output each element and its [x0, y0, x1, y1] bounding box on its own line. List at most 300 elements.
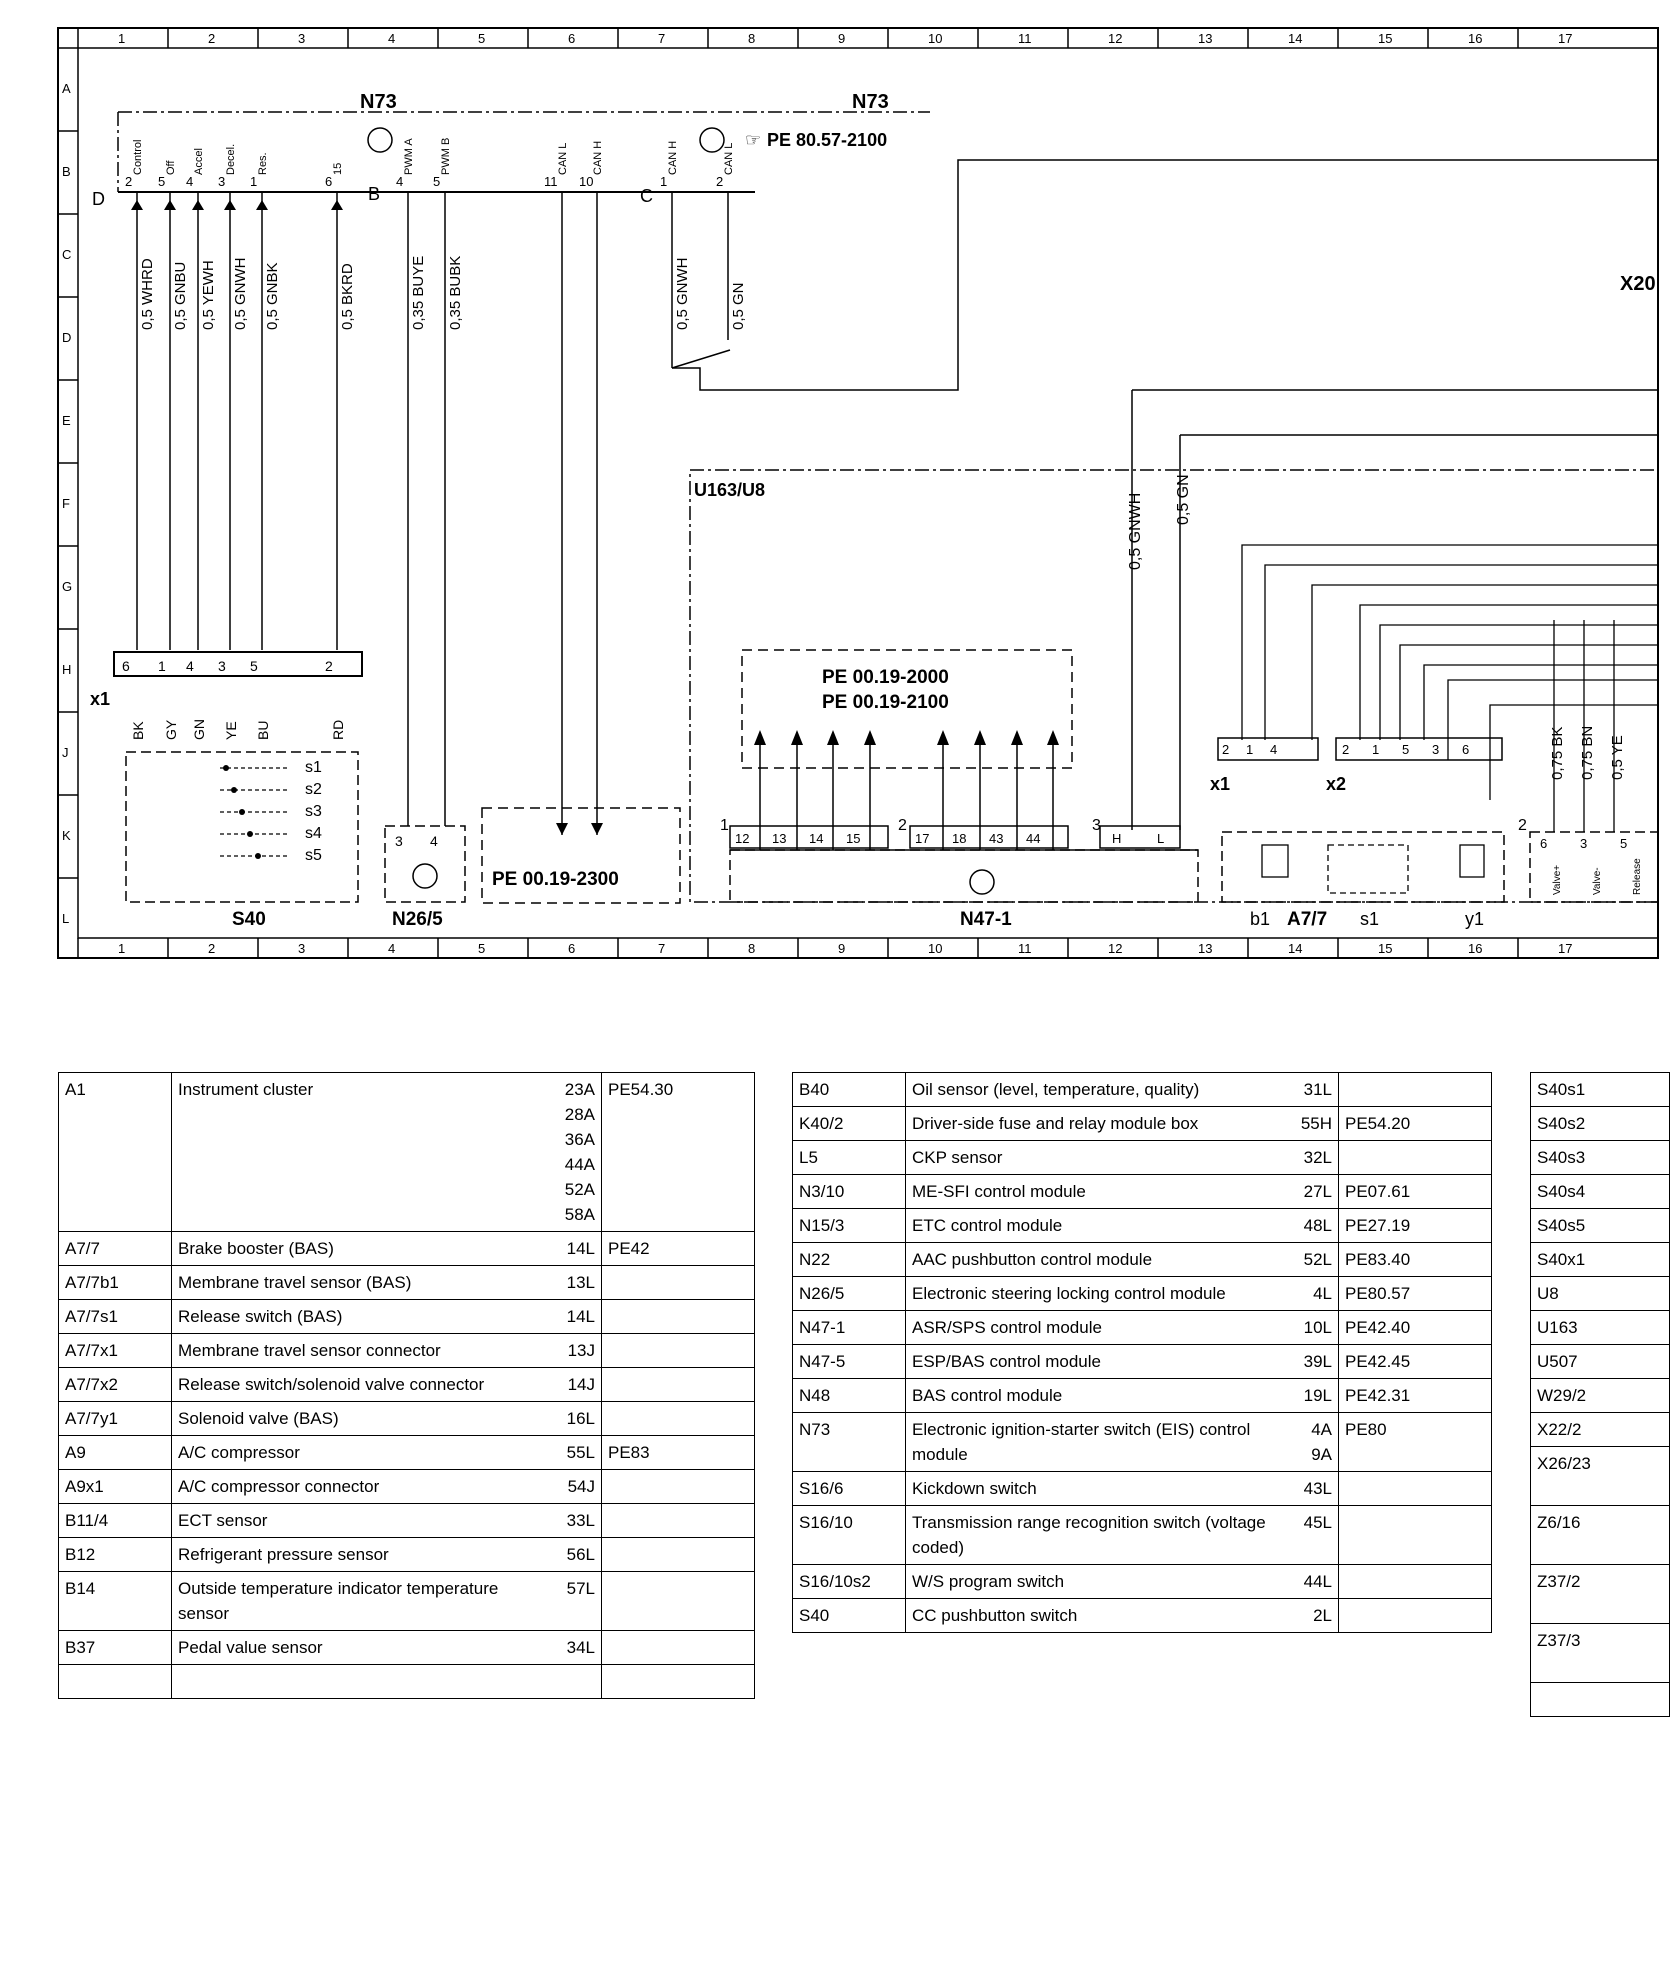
wire-label-right: 0,5 YE	[1609, 735, 1626, 780]
x1-pin-4: 4	[186, 658, 194, 674]
cell-ref: Z37/3	[1531, 1624, 1670, 1683]
a77-part-b1: b1	[1250, 909, 1271, 929]
transistor-icon	[368, 128, 392, 152]
grid-row-G: G	[62, 579, 73, 594]
table-row	[1531, 1175, 1670, 1209]
cell-ref: A7/7x1	[59, 1334, 172, 1368]
cell-ref: A9	[59, 1436, 172, 1470]
s40-switch-s5: s5	[305, 847, 322, 864]
table-row	[1531, 1683, 1670, 1717]
cell-desc: Pedal value sensor	[172, 1631, 538, 1665]
pin-d-name: Decel.	[225, 143, 237, 175]
cell-loc: 14J	[537, 1368, 602, 1402]
x1-color-YE: YE	[223, 721, 239, 740]
grid-row-J: J	[62, 745, 69, 760]
release-switch-icon	[1328, 845, 1408, 893]
grid-row-L: L	[62, 911, 70, 926]
cell-pe: PE42.45	[1339, 1345, 1492, 1379]
cell-ref: U163	[1531, 1311, 1670, 1345]
box-ref-1: PE 00.19-2000	[822, 667, 949, 688]
a77-x1-pin-4: 4	[1270, 742, 1278, 757]
cell-ref: N73	[793, 1413, 906, 1472]
cell-loc: 14L	[537, 1300, 602, 1334]
a77-part-y1: y1	[1465, 909, 1485, 929]
n26-label: N26/5	[392, 909, 443, 930]
s40-switch-s1: s1	[305, 759, 322, 776]
cell-ref: N47-5	[793, 1345, 906, 1379]
grid-row-E: E	[62, 413, 71, 428]
cell-desc: ETC control module	[906, 1209, 1275, 1243]
right-pin-name: Valve+	[1552, 864, 1563, 895]
cell-pe: PE42.31	[1339, 1379, 1492, 1413]
n73-right-title: N73	[852, 91, 889, 113]
u163-label: U163/U8	[694, 480, 766, 500]
right-pin-name: Release	[1632, 858, 1643, 895]
wire-label-top: 0,35 BUYE	[410, 255, 427, 330]
membrane-sensor-icon	[1262, 845, 1288, 877]
cell-pe	[602, 1402, 755, 1436]
n73-left-title: N73	[360, 91, 397, 113]
cell-ref	[59, 1665, 172, 1699]
x1-pin-3: 3	[218, 658, 226, 674]
pin-d-3: 3	[218, 174, 226, 189]
cell-loc: 44L	[1274, 1565, 1339, 1599]
table-row	[59, 1266, 755, 1300]
cell-ref: S16/10	[793, 1506, 906, 1565]
right-pin-name: Valve-	[1592, 867, 1603, 895]
grid-column-5: 5	[478, 941, 486, 956]
table-row	[59, 1073, 755, 1232]
n73-pe-reference: PE 80.57-2100	[767, 130, 888, 150]
right-pin-5: 5	[1620, 836, 1628, 851]
n47-pin-L: L	[1157, 831, 1165, 846]
wire-mid-2: 0,5 GN	[1175, 474, 1192, 525]
pin-d-name: 15	[332, 162, 344, 175]
cell-desc: Brake booster (BAS)	[172, 1232, 538, 1266]
grid-column-12: 12	[1108, 941, 1123, 956]
a77-x2-pin-5: 5	[1402, 742, 1410, 757]
table-row	[793, 1599, 1492, 1633]
wire-label-top: 0,5 GNWH	[232, 257, 249, 330]
cell-desc: Transmission range recognition switch (voltage coded)	[906, 1506, 1275, 1565]
grid-column-16: 16	[1468, 31, 1483, 46]
cell-loc: 10L	[1274, 1311, 1339, 1345]
pin-d-6: 6	[325, 174, 333, 189]
pin-c-1: 1	[660, 174, 668, 189]
table-row	[59, 1300, 755, 1334]
x1-color-BK: BK	[130, 721, 146, 740]
grid-column-11: 11	[1018, 31, 1032, 46]
cell-loc	[537, 1665, 602, 1699]
cell-loc: 4L	[1274, 1277, 1339, 1311]
grid-row-F: F	[62, 496, 70, 511]
wire-label-right: 0,75 BN	[1579, 725, 1596, 780]
grid-column-17: 17	[1558, 31, 1573, 46]
cell-pe: PE42	[602, 1232, 755, 1266]
cell-loc: 39L	[1274, 1345, 1339, 1379]
cell-ref: N22	[793, 1243, 906, 1277]
cell-ref: K40/2	[793, 1107, 906, 1141]
a77-x1-pin-1: 1	[1246, 742, 1254, 757]
grid-row-B: B	[62, 164, 71, 179]
cell-desc: Solenoid valve (BAS)	[172, 1402, 538, 1436]
wire-label-top: 0,5 GNBK	[264, 262, 281, 330]
cell-loc: 16L	[537, 1402, 602, 1436]
a77-pins	[1222, 742, 1469, 757]
cell-loc: 55L	[537, 1436, 602, 1470]
cell-desc	[172, 1665, 538, 1699]
right-pin-6: 6	[1540, 836, 1548, 851]
cell-ref: Z6/16	[1531, 1506, 1670, 1565]
grid-column-8: 8	[748, 31, 756, 46]
a77-x2-pin-3: 3	[1432, 742, 1440, 757]
grid-column-6: 6	[568, 941, 576, 956]
cell-desc: Instrument cluster	[172, 1073, 538, 1232]
cell-desc: Outside temperature indicator temperature sensor	[172, 1572, 538, 1631]
a77-label: A7/7	[1287, 909, 1328, 930]
cell-loc: 34L	[537, 1631, 602, 1665]
x1-color-GN: GN	[191, 719, 207, 740]
cell-desc: ECT sensor	[172, 1504, 538, 1538]
cell-ref: S40s3	[1531, 1141, 1670, 1175]
table-row	[1531, 1413, 1670, 1447]
right-connector-label: 2	[1518, 817, 1527, 834]
grid-column-13: 13	[1198, 31, 1213, 46]
cell-ref: B12	[59, 1538, 172, 1572]
grid-column-1: 1	[118, 941, 126, 956]
grid-column-10: 10	[928, 941, 943, 956]
cell-desc: ASR/SPS control module	[906, 1311, 1275, 1345]
pin-c-2: 2	[716, 174, 724, 189]
n47-pin-17: 17	[915, 831, 930, 846]
table-row	[793, 1379, 1492, 1413]
cell-desc: Electronic ignition-starter switch (EIS) control module	[906, 1413, 1275, 1472]
cell-desc: Kickdown switch	[906, 1472, 1275, 1506]
cell-ref: A7/7y1	[59, 1402, 172, 1436]
pin-d-name: Accel	[193, 148, 205, 175]
s40-switch-s3: s3	[305, 803, 322, 820]
wire-label-top: 0,35 BUBK	[447, 255, 464, 330]
wire-label-top: 0,5 WHRD	[139, 258, 156, 330]
x1-color-RD: RD	[330, 719, 346, 740]
pin-d-2: 2	[125, 174, 133, 189]
cell-pe	[602, 1665, 755, 1699]
pin-can-name: CAN L	[557, 142, 569, 175]
grid-column-3: 3	[298, 941, 306, 956]
a77-x2-label: x2	[1326, 774, 1347, 794]
grid-row-K: K	[62, 828, 71, 843]
wire-label-top: 0,5 BKRD	[339, 263, 356, 330]
cell-loc: 52L	[1274, 1243, 1339, 1277]
pin-c-name: CAN H	[667, 140, 679, 175]
x20-label: X20	[1620, 273, 1656, 295]
s40-label: S40	[232, 909, 266, 930]
table-row	[59, 1504, 755, 1538]
table-row	[59, 1334, 755, 1368]
cell-ref: X22/2	[1531, 1413, 1670, 1447]
table-row	[59, 1470, 755, 1504]
can-pe-reference: PE 00.19-2300	[492, 869, 619, 890]
x1-label: x1	[90, 689, 111, 709]
cell-pe	[602, 1538, 755, 1572]
solenoid-valve-icon	[1460, 845, 1484, 877]
cell-ref: N26/5	[793, 1277, 906, 1311]
table-row	[59, 1368, 755, 1402]
grid-column-3: 3	[298, 31, 306, 46]
cell-loc: 13J	[537, 1334, 602, 1368]
table-row	[1531, 1141, 1670, 1175]
table-row	[1531, 1073, 1670, 1107]
wire-mid-1: 0,5 GNWH	[1127, 492, 1144, 570]
cell-loc: 19L	[1274, 1379, 1339, 1413]
cell-ref: N3/10	[793, 1175, 906, 1209]
cell-pe: PE42.40	[1339, 1311, 1492, 1345]
cell-loc: 43L	[1274, 1472, 1339, 1506]
cell-desc: ME-SFI control module	[906, 1175, 1275, 1209]
connector-d-label: D	[92, 189, 105, 209]
cell-ref: B11/4	[59, 1504, 172, 1538]
pin-can-name: CAN H	[592, 140, 604, 175]
cell-ref: S40s4	[1531, 1175, 1670, 1209]
x1-pin-2: 2	[325, 658, 333, 674]
cell-desc: Refrigerant pressure sensor	[172, 1538, 538, 1572]
grid-column-10: 10	[928, 31, 943, 46]
s40-switches	[220, 759, 322, 864]
cell-pe: PE07.61	[1339, 1175, 1492, 1209]
connector-c-label: C	[640, 186, 653, 206]
grid-column-9: 9	[838, 941, 846, 956]
cell-ref: S16/10s2	[793, 1565, 906, 1599]
n47-pin-14: 14	[809, 831, 824, 846]
a77-part-s1: s1	[1360, 909, 1380, 929]
cell-desc: CC pushbutton switch	[906, 1599, 1275, 1633]
right-pins	[1540, 836, 1643, 895]
cell-desc: Release switch (BAS)	[172, 1300, 538, 1334]
cell-pe: PE83.40	[1339, 1243, 1492, 1277]
reference-hand-icon: ☞	[745, 130, 762, 150]
cell-pe	[602, 1300, 755, 1334]
table-row	[793, 1413, 1492, 1472]
table-row	[59, 1538, 755, 1572]
component-table-3	[1530, 1072, 1670, 1717]
grid-column-7: 7	[658, 31, 666, 46]
grid-row-H: H	[62, 662, 72, 677]
cell-pe	[602, 1334, 755, 1368]
cell-pe	[602, 1631, 755, 1665]
grid-column-2: 2	[208, 941, 216, 956]
table-row	[793, 1107, 1492, 1141]
cell-ref: A7/7b1	[59, 1266, 172, 1300]
grid-column-12: 12	[1108, 31, 1123, 46]
n73-pins	[125, 138, 735, 189]
x1-color-GY: GY	[163, 719, 179, 740]
a77-x2-pin-6: 6	[1462, 742, 1470, 757]
grid-column-4: 4	[388, 941, 396, 956]
table-row	[59, 1631, 755, 1665]
grid-column-6: 6	[568, 31, 576, 46]
cell-ref: S40	[793, 1599, 906, 1633]
grid-column-1: 1	[118, 31, 126, 46]
table-row	[1531, 1345, 1670, 1379]
cell-desc: Electronic steering locking control module	[906, 1277, 1275, 1311]
cell-pe: PE27.19	[1339, 1209, 1492, 1243]
cell-pe: PE80.57	[1339, 1277, 1492, 1311]
cell-ref: Z37/2	[1531, 1565, 1670, 1624]
a77-x1-pin-2: 2	[1222, 742, 1230, 757]
x1-color-BU: BU	[255, 720, 271, 740]
grid-row-D: D	[62, 330, 72, 345]
cell-ref: L5	[793, 1141, 906, 1175]
cell-ref: A9x1	[59, 1470, 172, 1504]
wire-label-right: 0,75 BK	[1549, 726, 1566, 780]
cell-loc: 57L	[537, 1572, 602, 1631]
s40-switch-s4: s4	[305, 825, 322, 842]
pin-b-name: PWM B	[440, 137, 452, 175]
s40-switch-s2: s2	[305, 781, 322, 798]
grid-column-17: 17	[1558, 941, 1573, 956]
cell-loc: 2L	[1274, 1599, 1339, 1633]
grid-column-15: 15	[1378, 941, 1393, 956]
cell-ref: N15/3	[793, 1209, 906, 1243]
table-row	[59, 1436, 755, 1470]
wire-label-top: 0,5 YEWH	[200, 260, 217, 330]
cell-desc: Driver-side fuse and relay module box	[906, 1107, 1275, 1141]
cell-loc: 55H	[1274, 1107, 1339, 1141]
table-row	[1531, 1624, 1670, 1683]
table-row	[793, 1277, 1492, 1311]
cell-pe	[1339, 1565, 1492, 1599]
grid-column-14: 14	[1288, 941, 1303, 956]
grid-column-labels-top	[78, 28, 1572, 48]
grid-column-labels-bottom	[78, 938, 1572, 958]
cell-desc: W/S program switch	[906, 1565, 1275, 1599]
cell-pe	[1339, 1472, 1492, 1506]
grid-column-15: 15	[1378, 31, 1393, 46]
pin-b-5: 5	[433, 174, 441, 189]
right-wire-labels	[1549, 620, 1626, 832]
cell-pe	[602, 1266, 755, 1300]
wiring-diagram	[0, 0, 1656, 970]
grid-row-A: A	[62, 81, 71, 96]
cell-ref: S40s2	[1531, 1107, 1670, 1141]
table-row	[59, 1665, 755, 1699]
table-row	[793, 1175, 1492, 1209]
cell-loc: 56L	[537, 1538, 602, 1572]
cell-ref: A7/7	[59, 1232, 172, 1266]
table-row	[793, 1141, 1492, 1175]
wire-label-top: 0,5 GNBU	[172, 261, 189, 330]
table-row	[793, 1073, 1492, 1107]
cell-loc: 54J	[537, 1470, 602, 1504]
grid-column-2: 2	[208, 31, 216, 46]
cell-ref: U507	[1531, 1345, 1670, 1379]
cell-ref: N47-1	[793, 1311, 906, 1345]
n47-pin-12: 12	[735, 831, 750, 846]
transistor-icon	[700, 128, 724, 152]
cell-pe: PE54.20	[1339, 1107, 1492, 1141]
wire-label-top: 0,5 GNWH	[674, 257, 691, 330]
table-row	[793, 1472, 1492, 1506]
cell-loc: 32L	[1274, 1141, 1339, 1175]
pin-d-5: 5	[158, 174, 166, 189]
table-row	[59, 1402, 755, 1436]
cell-ref: B14	[59, 1572, 172, 1631]
cell-loc: 48L	[1274, 1209, 1339, 1243]
grid-row-labels	[58, 48, 78, 926]
x1-pin-1: 1	[158, 658, 166, 674]
grid-column-16: 16	[1468, 941, 1483, 956]
cell-pe	[602, 1368, 755, 1402]
cell-pe	[602, 1504, 755, 1538]
cell-ref: S16/6	[793, 1472, 906, 1506]
n47-pin-13: 13	[772, 831, 787, 846]
grid-column-14: 14	[1288, 31, 1303, 46]
wire-label-top: 0,5 GN	[730, 282, 747, 330]
cell-pe: PE80	[1339, 1413, 1492, 1472]
table-row	[1531, 1107, 1670, 1141]
x1-pin-5: 5	[250, 658, 258, 674]
table-row	[1531, 1243, 1670, 1277]
box-ref-2: PE 00.19-2100	[822, 692, 949, 713]
cell-desc: AAC pushbutton control module	[906, 1243, 1275, 1277]
pin-d-1: 1	[250, 174, 258, 189]
n47-pin-44: 44	[1026, 831, 1041, 846]
pin-d-name: Off	[165, 160, 177, 175]
table-row	[1531, 1447, 1670, 1506]
cell-desc: A/C compressor	[172, 1436, 538, 1470]
table-row	[1531, 1209, 1670, 1243]
n47-pins	[720, 817, 1180, 848]
cell-ref: S40x1	[1531, 1243, 1670, 1277]
grid-column-7: 7	[658, 941, 666, 956]
cell-pe	[1339, 1506, 1492, 1565]
x1-pin-6: 6	[122, 658, 130, 674]
cell-desc: A/C compressor connector	[172, 1470, 538, 1504]
cell-desc: Release switch/solenoid valve connector	[172, 1368, 538, 1402]
cell-loc: 27L	[1274, 1175, 1339, 1209]
cell-loc: 13L	[537, 1266, 602, 1300]
grid-column-13: 13	[1198, 941, 1213, 956]
x1-pins	[122, 658, 346, 740]
cell-ref: U8	[1531, 1277, 1670, 1311]
table-row	[793, 1243, 1492, 1277]
a77-x1-label: x1	[1210, 774, 1231, 794]
n47-pin-43: 43	[989, 831, 1004, 846]
grid-column-4: 4	[388, 31, 396, 46]
cell-ref: N48	[793, 1379, 906, 1413]
pin-can-10: 10	[579, 174, 594, 189]
cell-loc: 23A 28A 36A 44A 52A 58A	[537, 1073, 602, 1232]
cell-ref: B37	[59, 1631, 172, 1665]
table-row	[59, 1572, 755, 1631]
n26-pin-4: 4	[430, 833, 438, 849]
grid-row-C: C	[62, 247, 72, 262]
cell-pe	[602, 1572, 755, 1631]
pin-can-11: 11	[544, 174, 558, 189]
cell-loc: 4A 9A	[1274, 1413, 1339, 1472]
cell-pe	[602, 1470, 755, 1504]
cell-ref: A7/7x2	[59, 1368, 172, 1402]
pin-b-4: 4	[396, 174, 404, 189]
cell-desc: Membrane travel sensor (BAS)	[172, 1266, 538, 1300]
n47-connector-3: 3	[1092, 817, 1101, 834]
cell-desc: BAS control module	[906, 1379, 1275, 1413]
cell-desc: ESP/BAS control module	[906, 1345, 1275, 1379]
cell-ref: S40s1	[1531, 1073, 1670, 1107]
cell-desc: Membrane travel sensor connector	[172, 1334, 538, 1368]
table-row	[793, 1311, 1492, 1345]
a77-x2-pin-1: 1	[1372, 742, 1380, 757]
